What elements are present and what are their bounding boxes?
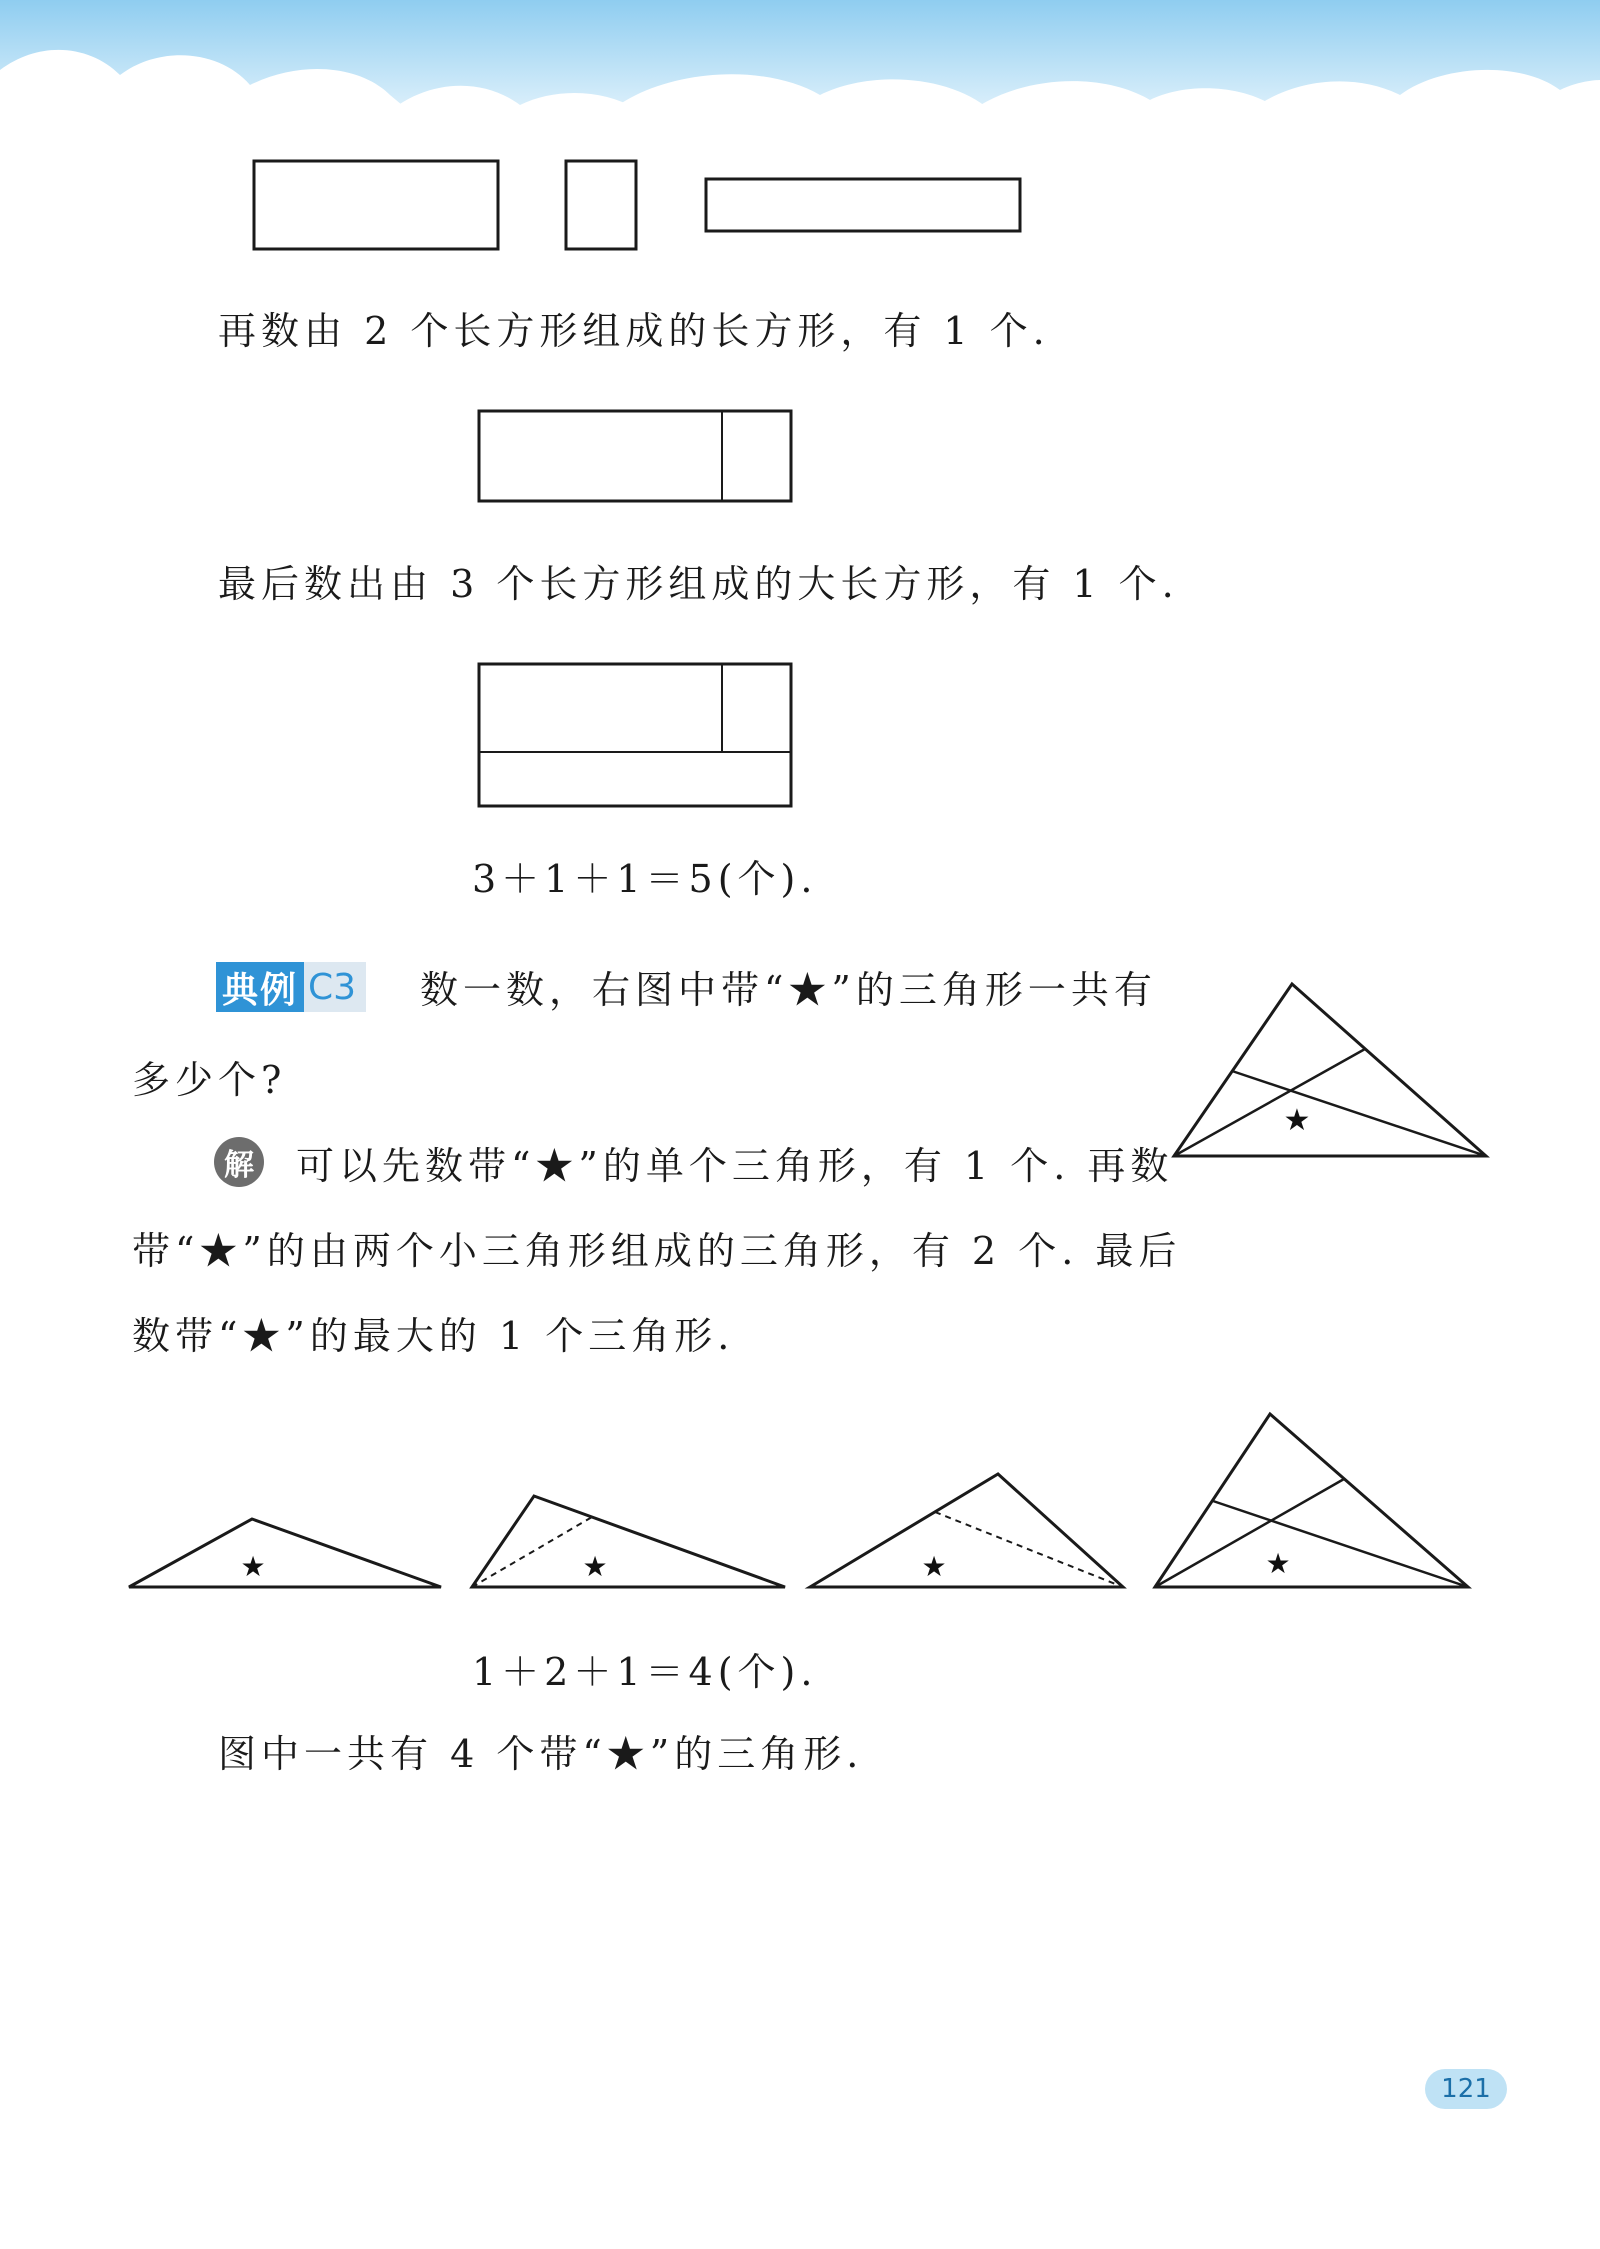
example-badge-label: 典例: [216, 962, 304, 1012]
triangle-two-part-right: [810, 1474, 1123, 1587]
triangle-two-part-left: [472, 1496, 785, 1587]
star-icon: ★: [921, 1550, 947, 1583]
star-icon: ★: [240, 1550, 266, 1583]
sky-header-decoration: [0, 0, 1600, 120]
rectangle-left: [254, 161, 498, 249]
line-two-rectangles: 再数由 2 个长方形组成的长方形，有 1 个.: [218, 309, 1050, 353]
star-icon: ★: [1283, 1103, 1311, 1138]
star-icon: ★: [582, 1550, 608, 1583]
rectangle-sum-equation: 3＋1＋1＝5(个).: [472, 857, 818, 901]
problem-line-2: 多少个?: [132, 1058, 287, 1102]
solution-line-2: 带“★”的由两个小三角形组成的三角形，有 2 个. 最后: [132, 1229, 1182, 1273]
solution-line-1: 可以先数带“★”的单个三角形，有 1 个. 再数: [296, 1144, 1174, 1188]
conclusion-line: 图中一共有 4 个带“★”的三角形.: [218, 1732, 864, 1776]
page-number: 121: [1425, 2069, 1507, 2109]
star-icon: ★: [1265, 1547, 1291, 1580]
triangle-largest: [1155, 1414, 1468, 1587]
triangle-sum-equation: 1＋2＋1＝4(个).: [472, 1650, 818, 1694]
line-three-rectangles: 最后数出由 3 个长方形组成的大长方形，有 1 个.: [218, 562, 1179, 606]
two-rectangle-combined-figure: [475, 407, 795, 507]
example-badge-code: C3: [304, 962, 366, 1012]
rectangle-middle: [566, 161, 636, 249]
problem-triangle-figure: [1170, 980, 1490, 1160]
example-badge: [216, 962, 366, 1012]
solution-mark: 解: [214, 1137, 264, 1187]
problem-line-1: 数一数，右图中带“★”的三角形一共有: [420, 968, 1157, 1012]
three-rectangles-figure: [250, 155, 1030, 255]
triangle-breakdown-figure: [125, 1410, 1475, 1600]
rectangle-right: [706, 179, 1020, 231]
triangle-single: [129, 1519, 441, 1587]
solution-line-3: 数带“★”的最大的 1 个三角形.: [132, 1314, 735, 1358]
three-rectangle-combined-figure: [475, 660, 795, 810]
